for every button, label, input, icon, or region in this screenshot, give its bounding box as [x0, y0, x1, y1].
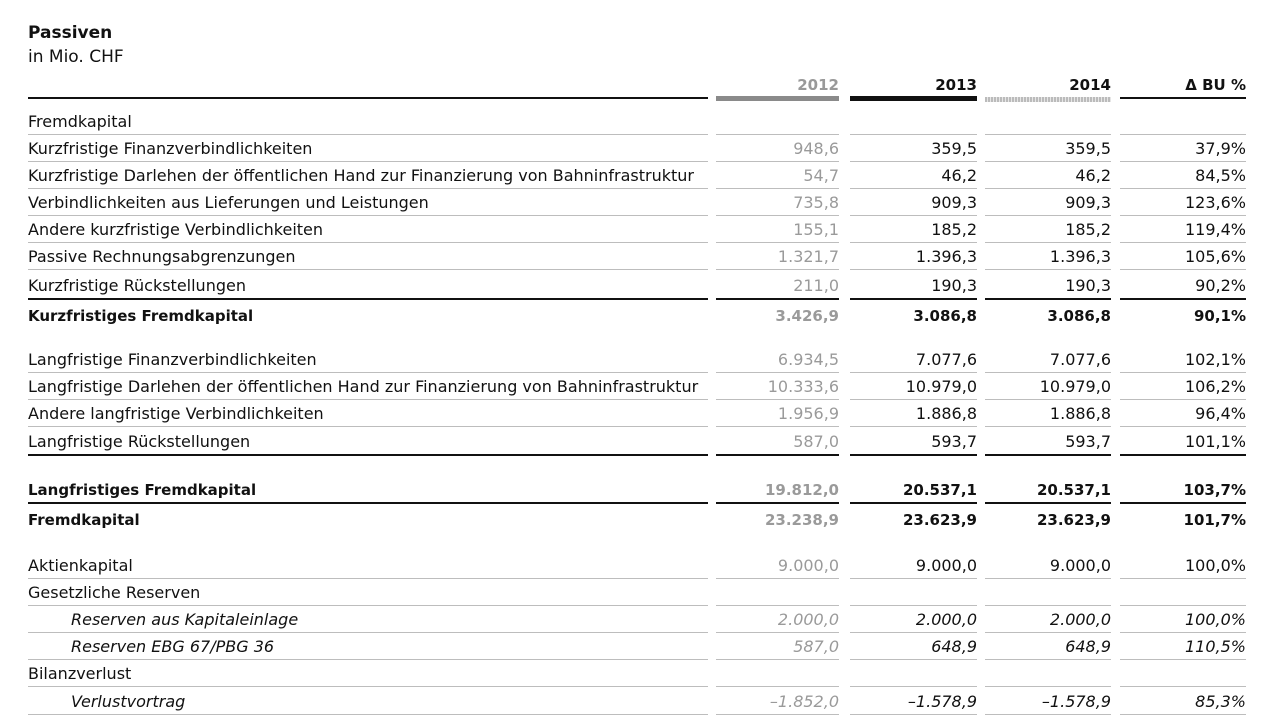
row-label: Andere kurzfristige Verbindlichkeiten [28, 216, 708, 243]
table-row [0, 456, 1280, 504]
value-2014: 909,3 [985, 189, 1111, 216]
row-label: Langfristige Finanzverbindlichkeiten [28, 346, 708, 373]
value-delta-bu: 105,6% [1120, 243, 1246, 270]
value-2012: 211,0 [716, 270, 839, 300]
value-2013 [850, 108, 977, 135]
value-2014: 359,5 [985, 135, 1111, 162]
value-2012: 735,8 [716, 189, 839, 216]
value-delta-bu [1120, 108, 1246, 135]
value-2012: 3.426,9 [775, 307, 839, 325]
value-delta-bu: 96,4% [1120, 400, 1246, 427]
value-2012: 19.812,0 [716, 456, 839, 504]
value-delta-bu [1120, 660, 1246, 687]
row-label: Gesetzliche Reserven [28, 579, 708, 606]
value-2012: 1.956,9 [716, 400, 839, 427]
row-label: Langfristiges Fremdkapital [28, 456, 708, 504]
row-label: Passive Rechnungsabgrenzungen [28, 243, 708, 270]
table-row [0, 346, 1280, 373]
value-2012 [716, 108, 839, 135]
value-2013: 20.537,1 [850, 456, 977, 504]
table-row [0, 108, 1280, 135]
table-row [0, 243, 1280, 270]
value-2014 [985, 108, 1111, 135]
table-subtitle: in Mio. CHF [28, 47, 124, 67]
value-2014 [985, 660, 1111, 687]
value-2012: –1.852,0 [716, 687, 839, 715]
value-delta-bu: 90,1% [1193, 307, 1246, 325]
row-label: Fremdkapital [28, 511, 140, 529]
value-2014: 7.077,6 [985, 346, 1111, 373]
value-delta-bu: 85,3% [1120, 687, 1246, 715]
row-label: Langfristige Darlehen der öffentlichen Hand zur Finanzierung von Bahninfrastruktur [28, 373, 708, 400]
value-2013 [850, 579, 977, 606]
header-rule-2013 [850, 96, 977, 101]
value-delta-bu: 102,1% [1120, 346, 1246, 373]
row-label: Reserven aus Kapitaleinlage [28, 606, 708, 633]
table-row [0, 135, 1280, 162]
value-2012: 6.934,5 [716, 346, 839, 373]
value-2013: 359,5 [850, 135, 977, 162]
row-label: Kurzfristige Darlehen der öffentlichen Hand zur Finanzierung von Bahninfrastruktur [28, 162, 708, 189]
value-delta-bu: 103,7% [1120, 456, 1246, 504]
table-row [0, 551, 1280, 579]
value-2012: 587,0 [716, 427, 839, 456]
value-2012: 948,6 [716, 135, 839, 162]
value-delta-bu [1120, 579, 1246, 606]
row-label: Kurzfristige Rückstellungen [28, 270, 708, 300]
header-rule-delta-bu [1120, 97, 1246, 99]
value-2014: –1.578,9 [985, 687, 1111, 715]
table-row [0, 427, 1280, 456]
value-2013: 1.886,8 [850, 400, 977, 427]
value-2014: 9.000,0 [985, 551, 1111, 579]
row-label: Fremdkapital [28, 108, 708, 135]
row-label: Andere langfristige Verbindlichkeiten [28, 400, 708, 427]
value-delta-bu: 100,0% [1120, 606, 1246, 633]
column-header-2012: 2012 [797, 76, 839, 94]
value-2013: 23.623,9 [902, 511, 977, 529]
table-row [0, 633, 1280, 660]
value-2013: 1.396,3 [850, 243, 977, 270]
table-row [0, 579, 1280, 606]
row-label: Kurzfristiges Fremdkapital [28, 307, 254, 325]
value-2014: 23.623,9 [1036, 511, 1111, 529]
value-2014: 1.886,8 [985, 400, 1111, 427]
value-2013: 909,3 [850, 189, 977, 216]
row-label: Verlustvortrag [28, 687, 708, 715]
table-row [0, 162, 1280, 189]
header-rule-2012 [716, 96, 839, 101]
table-row [0, 606, 1280, 633]
value-2013: 648,9 [850, 633, 977, 660]
table-row [0, 300, 1280, 328]
table-title: Passiven [28, 23, 113, 43]
value-delta-bu: 106,2% [1120, 373, 1246, 400]
value-2013: 3.086,8 [913, 307, 977, 325]
table-row [0, 687, 1280, 715]
value-2012: 9.000,0 [716, 551, 839, 579]
value-2012 [716, 660, 839, 687]
value-2014: 593,7 [985, 427, 1111, 456]
value-2012: 10.333,6 [716, 373, 839, 400]
value-2013: 593,7 [850, 427, 977, 456]
value-delta-bu: 119,4% [1120, 216, 1246, 243]
row-label: Aktienkapital [28, 551, 708, 579]
header-rule-2014 [985, 97, 1111, 102]
header-rule-label [28, 97, 708, 99]
column-header-2013: 2013 [935, 76, 977, 94]
table-row [0, 660, 1280, 687]
table-row [0, 216, 1280, 243]
value-2013: 46,2 [850, 162, 977, 189]
value-2012 [716, 579, 839, 606]
value-2012: 2.000,0 [716, 606, 839, 633]
value-2014: 3.086,8 [1047, 307, 1111, 325]
value-2014: 2.000,0 [985, 606, 1111, 633]
row-label: Reserven EBG 67/PBG 36 [28, 633, 708, 660]
value-delta-bu: 100,0% [1120, 551, 1246, 579]
value-2012: 155,1 [716, 216, 839, 243]
value-delta-bu: 90,2% [1120, 270, 1246, 300]
value-delta-bu: 101,7% [1183, 511, 1246, 529]
value-delta-bu: 110,5% [1120, 633, 1246, 660]
value-2013 [850, 660, 977, 687]
row-label: Kurzfristige Finanzverbindlichkeiten [28, 135, 708, 162]
table-row [0, 270, 1280, 300]
table-row [0, 504, 1280, 532]
value-2013: 7.077,6 [850, 346, 977, 373]
value-delta-bu: 84,5% [1120, 162, 1246, 189]
value-2013: –1.578,9 [850, 687, 977, 715]
value-2013: 2.000,0 [850, 606, 977, 633]
value-2014 [985, 579, 1111, 606]
value-2012: 1.321,7 [716, 243, 839, 270]
row-label: Verbindlichkeiten aus Lieferungen und Leistungen [28, 189, 708, 216]
column-header-delta-bu: Δ BU % [1185, 76, 1246, 94]
value-2014: 1.396,3 [985, 243, 1111, 270]
column-header-2014: 2014 [1069, 76, 1111, 94]
value-2014: 20.537,1 [985, 456, 1111, 504]
value-2013: 9.000,0 [850, 551, 977, 579]
value-2013: 10.979,0 [850, 373, 977, 400]
value-2014: 10.979,0 [985, 373, 1111, 400]
value-delta-bu: 101,1% [1120, 427, 1246, 456]
value-delta-bu: 123,6% [1120, 189, 1246, 216]
value-2014: 185,2 [985, 216, 1111, 243]
table-row [0, 189, 1280, 216]
row-label: Bilanzverlust [28, 660, 708, 687]
value-2014: 46,2 [985, 162, 1111, 189]
value-2014: 190,3 [985, 270, 1111, 300]
row-label: Langfristige Rückstellungen [28, 427, 708, 456]
value-2012: 54,7 [716, 162, 839, 189]
value-delta-bu: 37,9% [1120, 135, 1246, 162]
value-2014: 648,9 [985, 633, 1111, 660]
value-2012: 23.238,9 [764, 511, 839, 529]
table-row [0, 400, 1280, 427]
value-2013: 190,3 [850, 270, 977, 300]
value-2012: 587,0 [716, 633, 839, 660]
table-row [0, 373, 1280, 400]
value-2013: 185,2 [850, 216, 977, 243]
